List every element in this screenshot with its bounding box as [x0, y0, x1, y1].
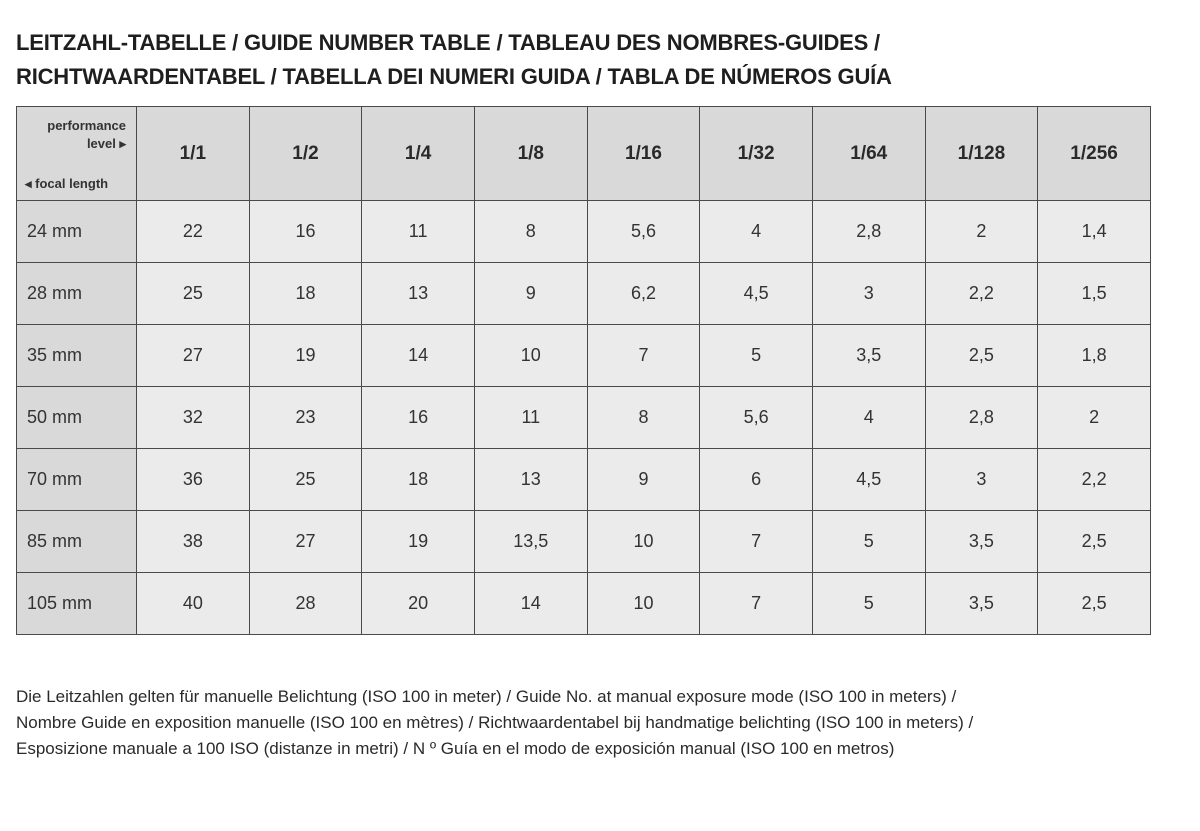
table-cell: 4 — [700, 201, 813, 263]
corner-header-cell — [17, 107, 137, 201]
table-cell: 2,8 — [925, 387, 1038, 449]
table-cell: 4,5 — [700, 263, 813, 325]
column-header: 1/64 — [812, 107, 925, 201]
column-header: 1/16 — [587, 107, 700, 201]
table-row — [17, 449, 1151, 511]
footnote-line-2: Nombre Guide en exposition manuelle (ISO 100 en mètres) / Richtwaardentabel bij handmatige belichting (ISO 100 in meters) / — [16, 713, 974, 732]
table-cell: 28 — [249, 573, 362, 635]
table-cell: 8 — [587, 387, 700, 449]
table-cell: 11 — [474, 387, 587, 449]
table-cell: 2,5 — [1038, 511, 1151, 573]
table-cell: 10 — [587, 573, 700, 635]
column-header: 1/2 — [249, 107, 362, 201]
table-row — [17, 387, 1151, 449]
footnote-line-3: Esposizione manuale a 100 ISO (distanze in metri) / N º Guía en el modo de exposición manual (ISO 100 en metros) — [16, 739, 895, 758]
table-cell: 16 — [249, 201, 362, 263]
table-cell: 9 — [587, 449, 700, 511]
table-cell: 19 — [249, 325, 362, 387]
table-cell: 2,8 — [812, 201, 925, 263]
table-cell: 13 — [362, 263, 475, 325]
table-cell: 3 — [925, 449, 1038, 511]
table-cell: 1,8 — [1038, 325, 1151, 387]
row-header-focal-length: 85 mm — [17, 511, 137, 573]
column-header: 1/8 — [474, 107, 587, 201]
table-cell: 25 — [249, 449, 362, 511]
table-cell: 10 — [587, 511, 700, 573]
column-header: 1/4 — [362, 107, 475, 201]
title-line-2: RICHTWAARDENTABEL / TABELLA DEI NUMERI GUIDA / TABLA DE NÚMEROS GUÍA — [16, 64, 892, 89]
table-cell: 2,2 — [1038, 449, 1151, 511]
guide-number-table — [16, 106, 1151, 635]
table-cell: 2,5 — [1038, 573, 1151, 635]
table-cell: 7 — [700, 511, 813, 573]
row-header-focal-length: 24 mm — [17, 201, 137, 263]
table-cell: 6,2 — [587, 263, 700, 325]
table-cell: 5 — [812, 573, 925, 635]
table-cell: 3,5 — [925, 573, 1038, 635]
table-cell: 2,5 — [925, 325, 1038, 387]
column-header: 1/256 — [1038, 107, 1151, 201]
table-cell: 16 — [362, 387, 475, 449]
table-cell: 5,6 — [587, 201, 700, 263]
table-cell: 5,6 — [700, 387, 813, 449]
table-cell: 18 — [362, 449, 475, 511]
table-cell: 2 — [1038, 387, 1151, 449]
table-row — [17, 201, 1151, 263]
table-cell: 3,5 — [812, 325, 925, 387]
table-cell: 8 — [474, 201, 587, 263]
table-cell: 2,2 — [925, 263, 1038, 325]
table-cell: 14 — [362, 325, 475, 387]
table-cell: 13,5 — [474, 511, 587, 573]
table-cell: 5 — [700, 325, 813, 387]
table-row — [17, 511, 1151, 573]
table-header-row — [17, 107, 1151, 201]
table-cell: 23 — [249, 387, 362, 449]
table-row — [17, 263, 1151, 325]
footnote-line-1: Die Leitzahlen gelten für manuelle Belichtung (ISO 100 in meter) / Guide No. at manual exposure mode (ISO 100 in meters) / — [16, 687, 957, 706]
table-cell: 7 — [700, 573, 813, 635]
table-cell: 18 — [249, 263, 362, 325]
table-cell: 6 — [700, 449, 813, 511]
table-cell: 32 — [137, 387, 250, 449]
page-title — [16, 26, 1186, 94]
table-cell: 1,5 — [1038, 263, 1151, 325]
table-cell: 3 — [812, 263, 925, 325]
row-header-focal-length: 35 mm — [17, 325, 137, 387]
row-header-focal-length: 50 mm — [17, 387, 137, 449]
table-row — [17, 573, 1151, 635]
table-cell: 1,4 — [1038, 201, 1151, 263]
performance-level-label: performance level ▸ — [47, 118, 126, 151]
table-cell: 4,5 — [812, 449, 925, 511]
row-header-focal-length: 105 mm — [17, 573, 137, 635]
table-cell: 38 — [137, 511, 250, 573]
table-cell: 19 — [362, 511, 475, 573]
column-header: 1/128 — [925, 107, 1038, 201]
table-cell: 22 — [137, 201, 250, 263]
table-row — [17, 325, 1151, 387]
table-cell: 36 — [137, 449, 250, 511]
title-line-1: LEITZAHL-TABELLE / GUIDE NUMBER TABLE / TABLEAU DES NOMBRES-GUIDES / — [16, 30, 880, 55]
table-cell: 27 — [249, 511, 362, 573]
table-cell: 13 — [474, 449, 587, 511]
table-cell: 40 — [137, 573, 250, 635]
table-cell: 27 — [137, 325, 250, 387]
row-header-focal-length: 70 mm — [17, 449, 137, 511]
table-cell: 4 — [812, 387, 925, 449]
table-cell: 5 — [812, 511, 925, 573]
column-header: 1/1 — [137, 107, 250, 201]
table-cell: 7 — [587, 325, 700, 387]
row-header-focal-length: 28 mm — [17, 263, 137, 325]
footnote — [16, 684, 1186, 762]
table-cell: 3,5 — [925, 511, 1038, 573]
table-cell: 9 — [474, 263, 587, 325]
table-body — [17, 201, 1151, 635]
table-cell: 20 — [362, 573, 475, 635]
table-cell: 25 — [137, 263, 250, 325]
column-header: 1/32 — [700, 107, 813, 201]
table-cell: 11 — [362, 201, 475, 263]
table-cell: 10 — [474, 325, 587, 387]
table-cell: 14 — [474, 573, 587, 635]
focal-length-label: ◂ focal length — [25, 176, 109, 191]
table-cell: 2 — [925, 201, 1038, 263]
